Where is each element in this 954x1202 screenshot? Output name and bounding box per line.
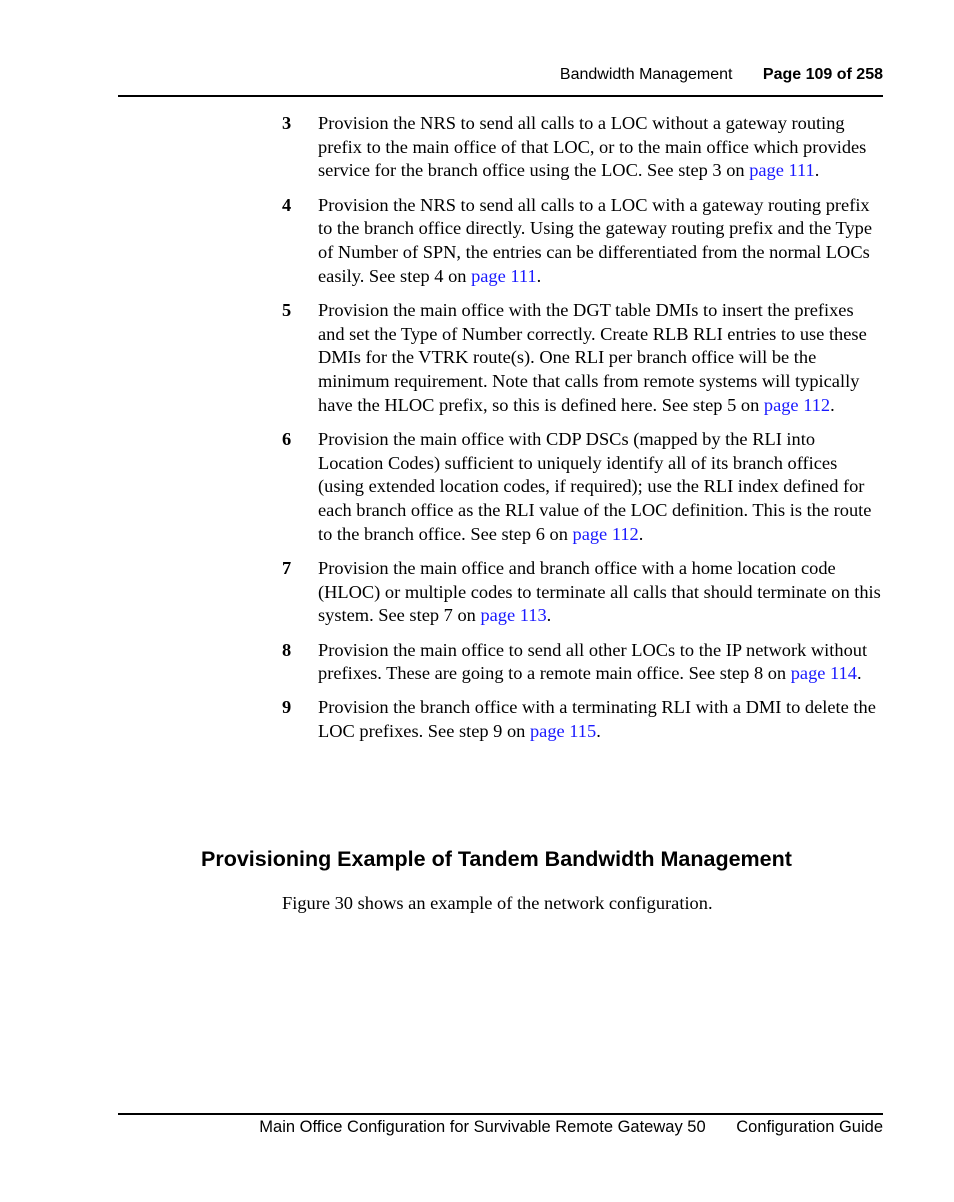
footer-guide-type: Configuration Guide [736, 1118, 883, 1136]
footer-document-title: Main Office Configuration for Survivable Remote Gateway 50 [259, 1118, 706, 1136]
page-link[interactable]: page 112 [763, 394, 831, 415]
procedure-steps [282, 112, 882, 754]
step-number: 5 [282, 299, 292, 320]
step-text [318, 194, 882, 289]
step-body: Provision the branch office with a terminating RLI with a DMI to delete the LOC prefixes. See step 9 on [318, 697, 876, 742]
step-punctuation: . [814, 160, 820, 181]
step-5 [282, 299, 882, 418]
page-link[interactable]: page 111 [749, 160, 815, 181]
step-body: Provision the main office and branch office with a home location code (HLOC) or multiple codes to terminate all calls that should terminate on this system. See step 7 on [318, 557, 881, 626]
step-4 [282, 194, 882, 289]
step-text [318, 112, 882, 183]
step-text [318, 639, 882, 686]
page-link[interactable]: page 114 [790, 663, 857, 684]
step-punctuation: . [536, 265, 542, 286]
page-link[interactable]: page 115 [529, 721, 597, 742]
step-7 [282, 557, 882, 628]
page-link[interactable]: page 112 [572, 523, 639, 544]
step-body: Provision the main office with the DGT table DMIs to insert the prefixes and set the Type of Number correctly. Create RLB RLI entries to use these DMIs for the VTRK route(s). One RLI per branch office will be the minimum requirement. Note that calls from remote systems will typically have the HLOC prefix, so this is defined here. See step 5 on [318, 299, 867, 415]
section-heading: Provisioning Example of Tandem Bandwidth Management [201, 847, 792, 871]
page-link[interactable]: page 111 [471, 265, 537, 286]
footer-rule [118, 1113, 883, 1115]
step-text [318, 557, 882, 628]
step-text [318, 428, 882, 547]
step-number: 9 [282, 697, 292, 718]
page-footer [259, 1118, 883, 1137]
step-body: Provision the main office with CDP DSCs (mapped by the RLI into Location Codes) sufficient to uniquely identify all of its branch offices (using extended location codes, if required); use the RLI index defined for each branch office as the RLI value of the LOC definition. This is the route to the branch office. See step 6 on [318, 428, 872, 544]
step-punctuation: . [546, 605, 552, 626]
step-punctuation: . [596, 721, 601, 742]
step-number: 4 [282, 194, 292, 215]
step-number: 3 [282, 113, 292, 133]
header-section-name: Bandwidth Management [559, 66, 733, 83]
header-rule [118, 95, 883, 97]
page-header [560, 66, 883, 84]
step-punctuation: . [830, 394, 835, 415]
header-page-number: Page 109 of 258 [762, 66, 883, 83]
step-6 [282, 428, 882, 547]
step-number: 7 [282, 557, 292, 578]
intro-paragraph: Figure 30 shows an example of the network configuration. [282, 893, 713, 913]
step-text [318, 696, 882, 743]
step-number: 6 [282, 428, 292, 449]
step-punctuation: . [856, 663, 862, 684]
step-number: 8 [282, 639, 292, 660]
step-body: Provision the NRS to send all calls to a LOC with a gateway routing prefix to the branch office directly. Using the gateway routing prefix and the Type of Number of SPN, the entries can be differentiated from the normal LOCs easily. See step 4 on [318, 194, 872, 286]
step-text [318, 299, 882, 418]
step-3 [282, 112, 882, 183]
step-8 [282, 639, 882, 686]
step-body: Provision the NRS to send all calls to a LOC without a gateway routing prefix to the main office of that LOC, or to the main office which provides service for the branch office using the LOC. See step 3 on [318, 113, 867, 181]
step-body: Provision the main office to send all other LOCs to the IP network without prefixes. These are going to a remote main office. See step 8 on [318, 639, 868, 684]
step-punctuation: . [638, 523, 644, 544]
step-9 [282, 696, 882, 743]
page-link[interactable]: page 113 [480, 605, 547, 626]
